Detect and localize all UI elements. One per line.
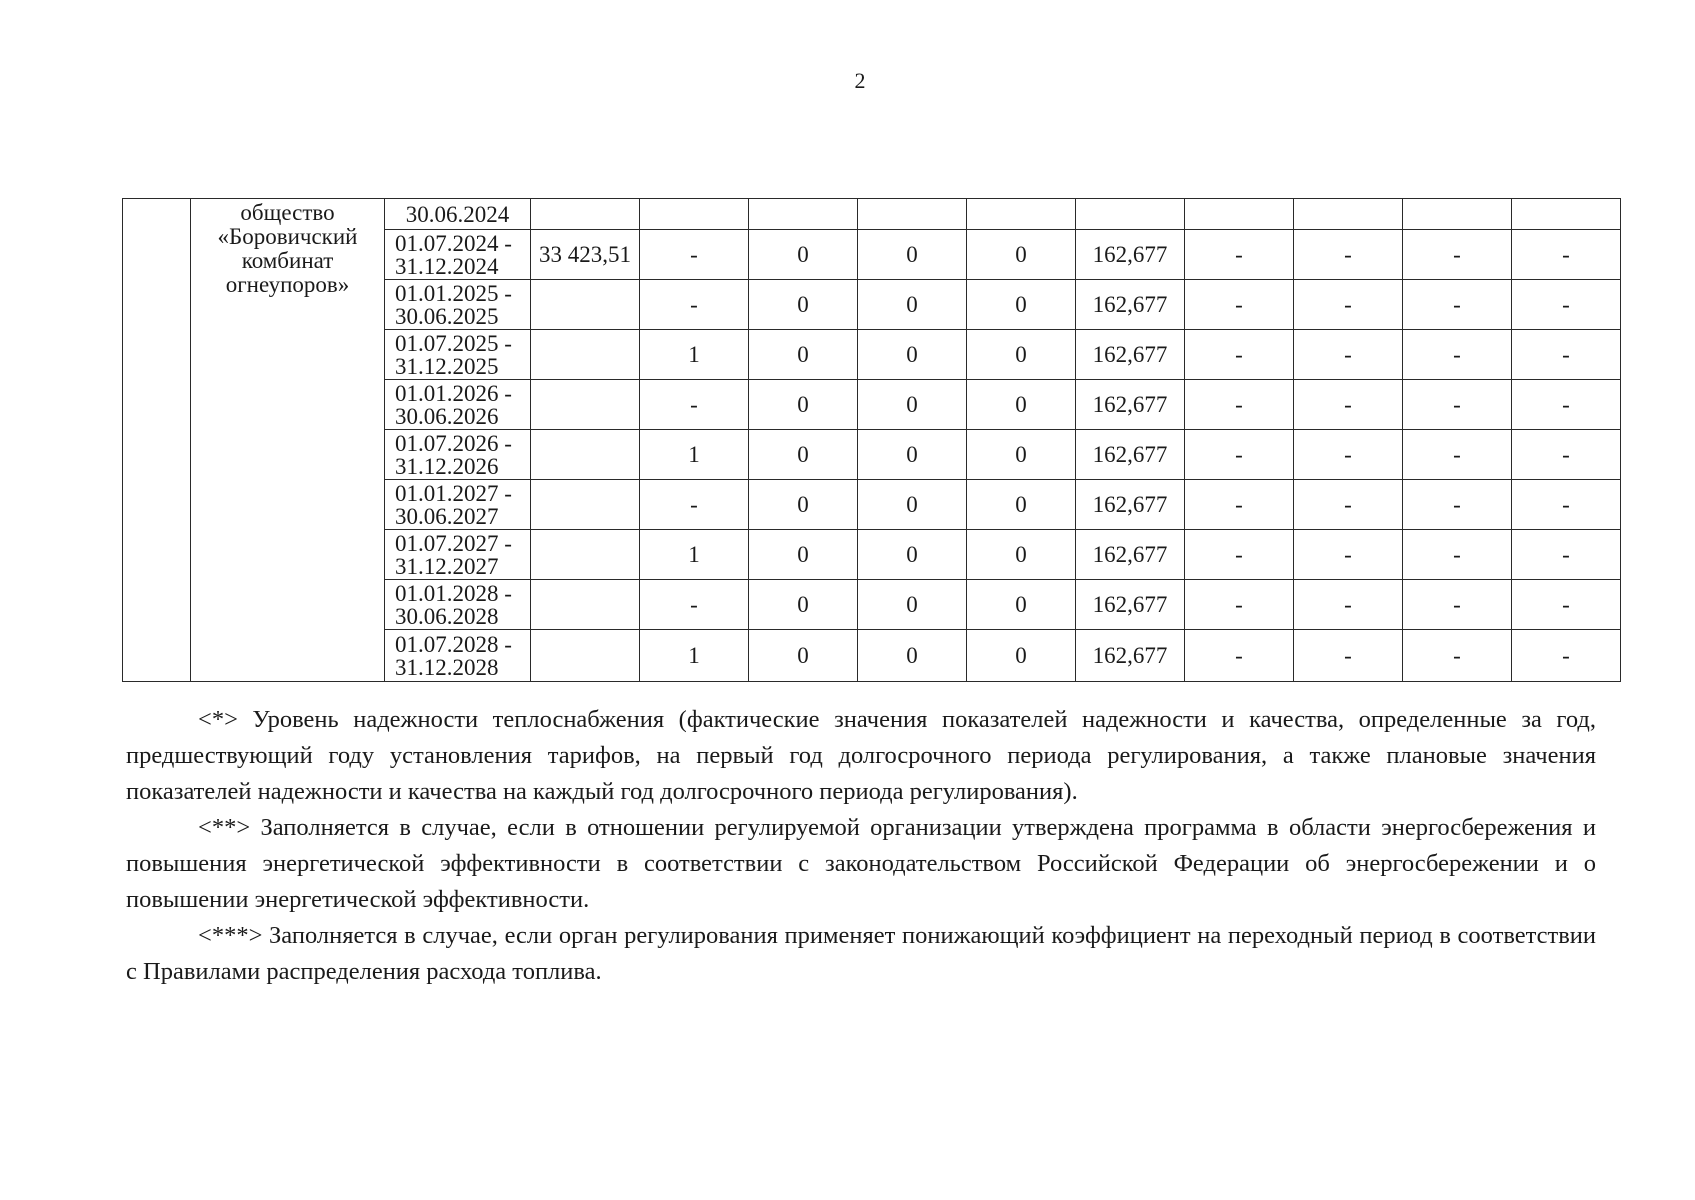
value-4-cell: 0: [967, 230, 1076, 280]
value-3-cell: 0: [858, 630, 967, 682]
period-line: 30.06.2027: [395, 503, 499, 529]
value-8-cell: -: [1512, 230, 1621, 280]
value-6-cell: -: [1294, 480, 1403, 530]
value-8-cell: -: [1512, 430, 1621, 480]
period-cell: [385, 380, 531, 430]
rate-cell: [1076, 199, 1185, 230]
rate-cell: 162,677: [1076, 330, 1185, 380]
amount-cell: [531, 480, 640, 530]
value-6-cell: -: [1294, 330, 1403, 380]
period-line: 31.12.2025: [395, 353, 499, 379]
period-line: 01.07.2024 -: [395, 230, 512, 256]
value-8-cell: -: [1512, 480, 1621, 530]
value-6-cell: [1294, 199, 1403, 230]
value-1-cell: -: [640, 580, 749, 630]
value-5-cell: -: [1185, 430, 1294, 480]
period-line: 01.01.2026 -: [395, 380, 512, 406]
value-7-cell: -: [1403, 630, 1512, 682]
period-line: 31.12.2024: [395, 253, 499, 279]
footnote-1: <*> Уровень надежности теплоснабжения (фактические значения показателей надежности и качества, определенные за год, предшествующий году установления тарифов, на первый год долгосрочного периода регулирования, а также плановые значения показателей надежности и качества на каждый год долгосрочного периода регулирования).: [126, 706, 1596, 805]
rate-cell: 162,677: [1076, 230, 1185, 280]
period-cell: [385, 230, 531, 280]
value-8-cell: [1512, 199, 1621, 230]
organization-cell: [191, 199, 385, 682]
footnotes: [126, 702, 1596, 990]
value-2-cell: 0: [749, 430, 858, 480]
page-number: 2: [854, 68, 866, 93]
value-5-cell: -: [1185, 580, 1294, 630]
value-2-cell: [749, 199, 858, 230]
value-6-cell: -: [1294, 580, 1403, 630]
footnote-3: <***> Заполняется в случае, если орган регулирования применяет понижающий коэффициент на переходный период в соответствии с Правилами распределения расхода топлива.: [126, 922, 1596, 985]
amount-cell: [531, 430, 640, 480]
amount-cell: [531, 330, 640, 380]
value-8-cell: -: [1512, 330, 1621, 380]
period-line: 01.07.2025 -: [395, 330, 512, 356]
amount-cell: 33 423,51: [531, 230, 640, 280]
rate-cell: 162,677: [1076, 530, 1185, 580]
value-3-cell: 0: [858, 230, 967, 280]
value-5-cell: -: [1185, 330, 1294, 380]
value-5-cell: -: [1185, 480, 1294, 530]
amount-cell: [531, 199, 640, 230]
rate-cell: 162,677: [1076, 630, 1185, 682]
value-1-cell: 1: [640, 630, 749, 682]
value-8-cell: -: [1512, 280, 1621, 330]
value-3-cell: 0: [858, 580, 967, 630]
period-cell: [385, 280, 531, 330]
amount-cell: [531, 630, 640, 682]
value-4-cell: 0: [967, 430, 1076, 480]
period-line: 30.06.2024: [405, 201, 510, 227]
period-line: 30.06.2028: [395, 603, 499, 629]
period-line: 31.12.2027: [395, 553, 499, 579]
value-8-cell: -: [1512, 630, 1621, 682]
organization-line: огнеупоров»: [225, 272, 350, 297]
value-2-cell: 0: [749, 530, 858, 580]
value-2-cell: 0: [749, 580, 858, 630]
value-4-cell: 0: [967, 380, 1076, 430]
period-cell: [385, 480, 531, 530]
value-8-cell: -: [1512, 380, 1621, 430]
value-2-cell: 0: [749, 480, 858, 530]
value-5-cell: -: [1185, 630, 1294, 682]
period-line: 01.01.2025 -: [395, 280, 512, 306]
value-7-cell: -: [1403, 330, 1512, 380]
value-4-cell: 0: [967, 280, 1076, 330]
value-3-cell: 0: [858, 530, 967, 580]
value-1-cell: [640, 199, 749, 230]
period-cell: [385, 199, 531, 230]
rate-cell: 162,677: [1076, 580, 1185, 630]
tariff-table: [122, 198, 1621, 682]
value-7-cell: -: [1403, 380, 1512, 430]
value-2-cell: 0: [749, 280, 858, 330]
period-line: 01.01.2028 -: [395, 580, 512, 606]
value-2-cell: 0: [749, 630, 858, 682]
period-line: 31.12.2028: [395, 654, 499, 680]
value-7-cell: [1403, 199, 1512, 230]
table-row: [123, 199, 1621, 230]
value-4-cell: [967, 199, 1076, 230]
period-line: 01.07.2027 -: [395, 530, 512, 556]
period-cell: [385, 530, 531, 580]
value-1-cell: -: [640, 480, 749, 530]
value-4-cell: 0: [967, 330, 1076, 380]
value-3-cell: 0: [858, 280, 967, 330]
value-2-cell: 0: [749, 230, 858, 280]
rate-cell: 162,677: [1076, 480, 1185, 530]
value-3-cell: 0: [858, 480, 967, 530]
amount-cell: [531, 530, 640, 580]
value-6-cell: -: [1294, 230, 1403, 280]
period-cell: [385, 330, 531, 380]
value-5-cell: -: [1185, 380, 1294, 430]
value-3-cell: 0: [858, 380, 967, 430]
index-cell: [123, 199, 191, 682]
rate-cell: 162,677: [1076, 280, 1185, 330]
period-line: 01.01.2027 -: [395, 480, 512, 506]
value-6-cell: -: [1294, 380, 1403, 430]
amount-cell: [531, 580, 640, 630]
value-3-cell: [858, 199, 967, 230]
period-line: 01.07.2026 -: [395, 430, 512, 456]
table-body: [123, 199, 1621, 682]
value-7-cell: -: [1403, 280, 1512, 330]
value-3-cell: 0: [858, 430, 967, 480]
rate-cell: 162,677: [1076, 380, 1185, 430]
value-5-cell: -: [1185, 230, 1294, 280]
value-1-cell: 1: [640, 330, 749, 380]
value-7-cell: -: [1403, 230, 1512, 280]
rate-cell: 162,677: [1076, 430, 1185, 480]
amount-cell: [531, 380, 640, 430]
value-6-cell: -: [1294, 430, 1403, 480]
value-7-cell: -: [1403, 580, 1512, 630]
organization-line: комбинат: [241, 248, 334, 273]
value-6-cell: -: [1294, 630, 1403, 682]
organization-line: «Боровичский: [217, 224, 358, 249]
value-2-cell: 0: [749, 380, 858, 430]
value-4-cell: 0: [967, 580, 1076, 630]
period-cell: [385, 580, 531, 630]
period-cell: [385, 430, 531, 480]
value-5-cell: [1185, 199, 1294, 230]
value-3-cell: 0: [858, 330, 967, 380]
value-8-cell: -: [1512, 580, 1621, 630]
period-line: 30.06.2026: [395, 403, 499, 429]
period-line: 30.06.2025: [395, 303, 499, 329]
value-2-cell: 0: [749, 330, 858, 380]
value-6-cell: -: [1294, 530, 1403, 580]
organization-line: общество: [240, 200, 335, 225]
value-5-cell: -: [1185, 280, 1294, 330]
value-8-cell: -: [1512, 530, 1621, 580]
period-line: 01.07.2028 -: [395, 631, 512, 657]
value-7-cell: -: [1403, 530, 1512, 580]
value-7-cell: -: [1403, 430, 1512, 480]
value-1-cell: -: [640, 380, 749, 430]
value-4-cell: 0: [967, 480, 1076, 530]
value-5-cell: -: [1185, 530, 1294, 580]
value-1-cell: 1: [640, 530, 749, 580]
footnote-2: <**> Заполняется в случае, если в отношении регулируемой организации утверждена программа в области энергосбережения и повышения энергетической эффективности в соответствии с законодательством Российской Федерации об энергосбережении и о повышении энергетической эффективности.: [126, 814, 1596, 913]
value-1-cell: -: [640, 230, 749, 280]
value-4-cell: 0: [967, 530, 1076, 580]
value-1-cell: 1: [640, 430, 749, 480]
amount-cell: [531, 280, 640, 330]
period-cell: [385, 630, 531, 682]
value-1-cell: -: [640, 280, 749, 330]
value-4-cell: 0: [967, 630, 1076, 682]
value-7-cell: -: [1403, 480, 1512, 530]
value-6-cell: -: [1294, 280, 1403, 330]
period-line: 31.12.2026: [395, 453, 499, 479]
